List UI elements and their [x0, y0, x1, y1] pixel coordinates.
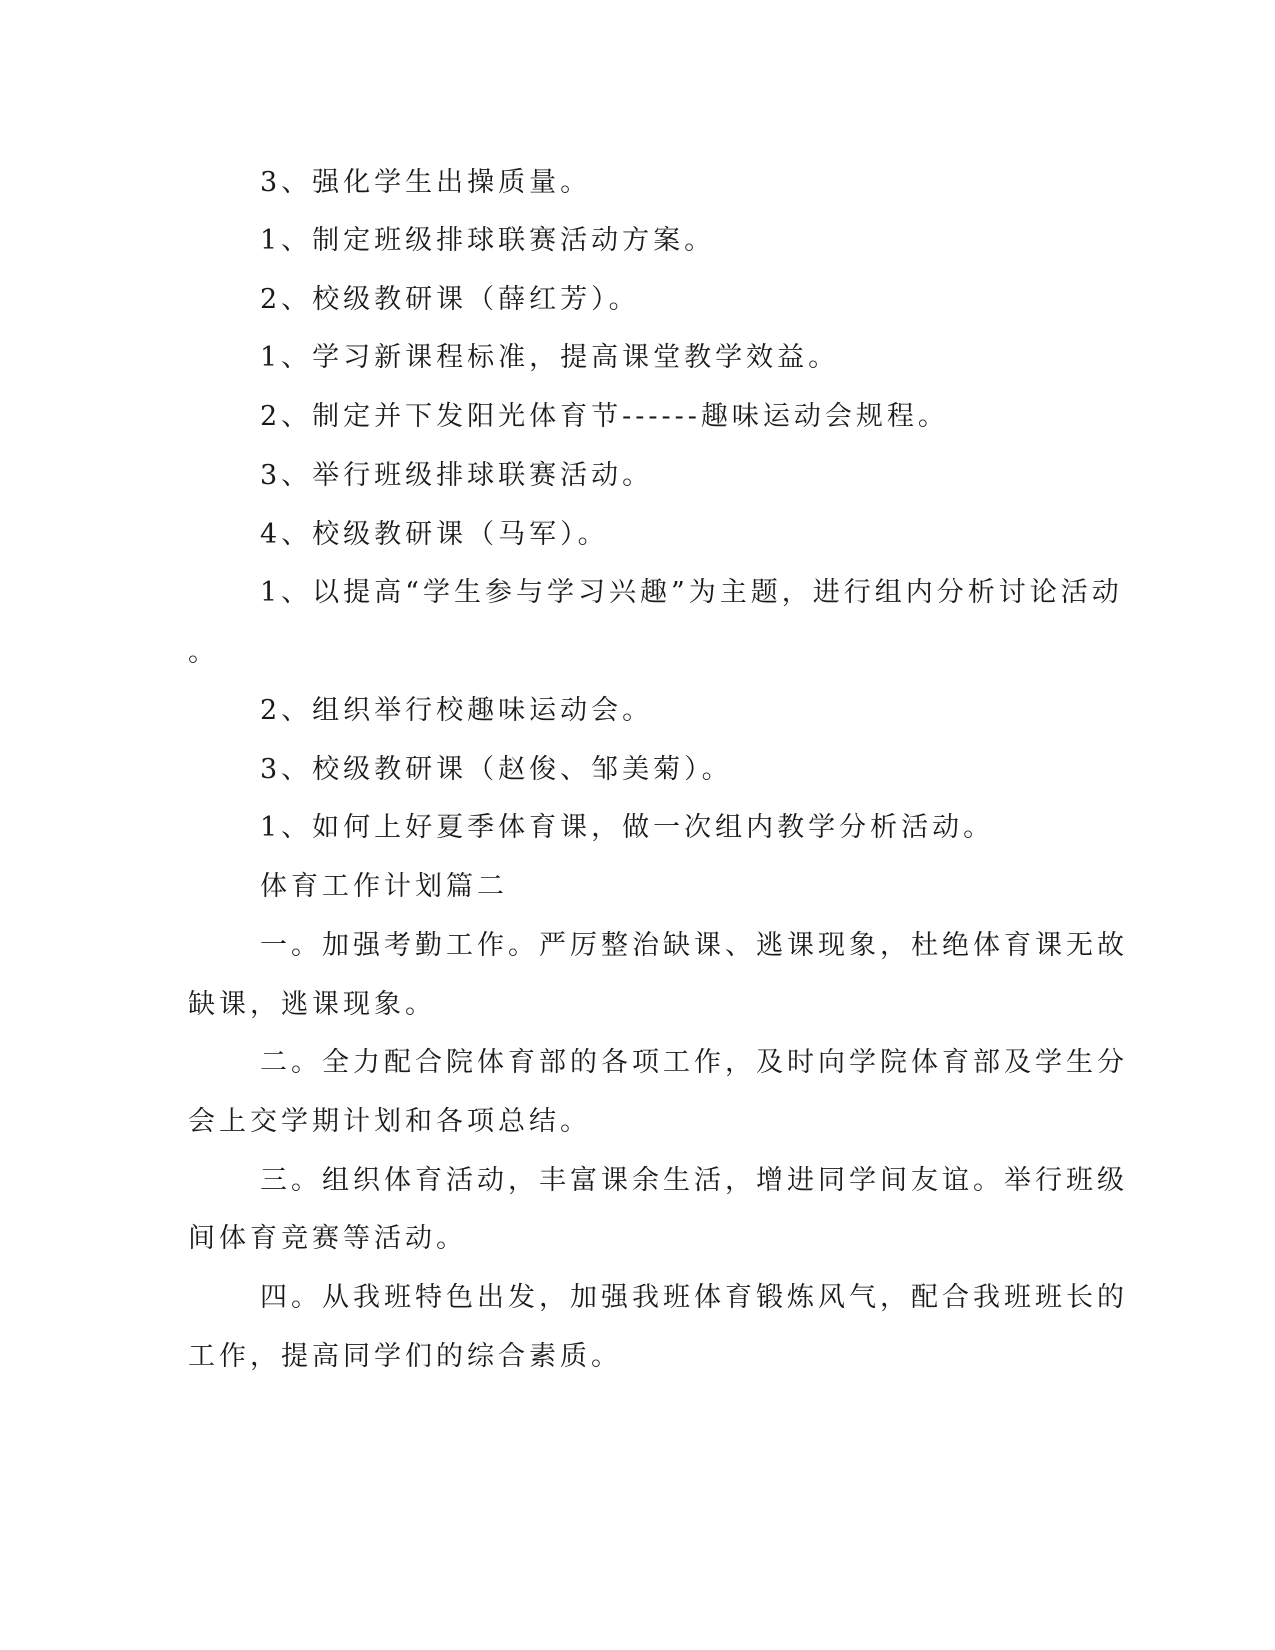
- text-line: 4、校级教研课（马军）。: [260, 519, 609, 550]
- text-line: 三。组织体育活动，丰富课余生活，增进同学间友谊。举行班级: [260, 1165, 1128, 1196]
- text-line: 2、校级教研课（薛红芳）。: [260, 284, 640, 315]
- text-line: 1、制定班级排球联赛活动方案。: [260, 225, 716, 256]
- text-line: 1、学习新课程标准，提高课堂教学效益。: [260, 342, 840, 373]
- text-line: 3、举行班级排球联赛活动。: [260, 460, 654, 491]
- text-line: 四。从我班特色出发，加强我班体育锻炼风气，配合我班班长的: [260, 1282, 1128, 1313]
- section-heading: 体育工作计划篇二: [260, 871, 508, 902]
- text-line: 。: [188, 637, 219, 668]
- text-line: 3、强化学生出操质量。: [260, 167, 592, 198]
- text-line: 3、校级教研课（赵俊、邹美菊）。: [260, 754, 733, 785]
- text-line: 间体育竞赛等活动。: [188, 1223, 467, 1254]
- text-line: 二。全力配合院体育部的各项工作，及时向学院体育部及学生分: [260, 1047, 1128, 1078]
- text-line: 会上交学期计划和各项总结。: [188, 1106, 591, 1137]
- text-line: 工作，提高同学们的综合素质。: [188, 1341, 622, 1372]
- text-line: 1、如何上好夏季体育课，做一次组内教学分析活动。: [260, 812, 995, 843]
- text-line: 2、制定并下发阳光体育节------趣味运动会规程。: [260, 401, 949, 432]
- text-line: 2、组织举行校趣味运动会。: [260, 695, 654, 726]
- text-line: 缺课，逃课现象。: [188, 989, 436, 1020]
- text-line: 一。加强考勤工作。严厉整治缺课、逃课现象，杜绝体育课无故: [260, 930, 1128, 961]
- text-line: 1、以提高“学生参与学习兴趣”为主题，进行组内分析讨论活动: [260, 577, 1123, 608]
